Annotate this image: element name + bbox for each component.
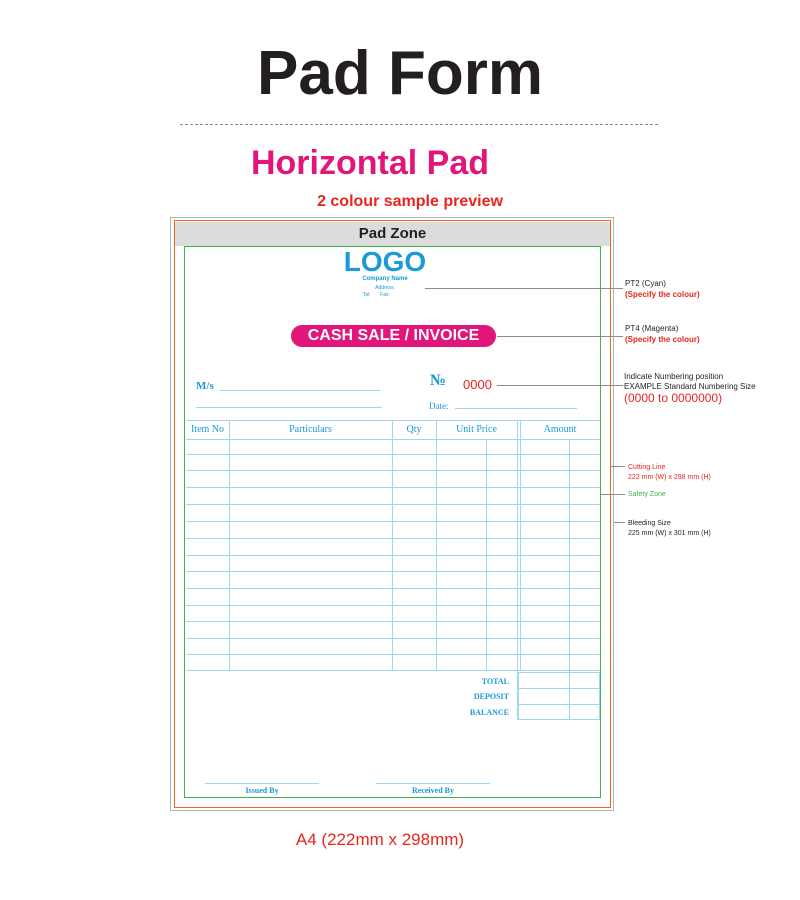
col-item-no: Item No (190, 424, 225, 435)
invoice-table (186, 420, 600, 670)
table-row-line (186, 571, 600, 572)
col-amount: Amount (543, 424, 577, 435)
pt4-callout-line (497, 336, 623, 337)
preview-label: 2 colour sample preview (317, 193, 503, 210)
pt2-spec: (Specify the colour) (625, 290, 700, 299)
table-row-line (186, 555, 600, 556)
column-subdivider (486, 439, 487, 670)
date-line (455, 408, 577, 409)
col-qty: Qty (406, 424, 422, 435)
total-label: TOTAL (481, 677, 509, 686)
table-row-line (186, 504, 600, 505)
table-bottom-line (186, 670, 600, 671)
pt2-callout-line (425, 288, 623, 289)
table-row-line (186, 654, 600, 655)
page-title: Pad Form (257, 39, 543, 108)
number-value: 0000 (463, 377, 492, 392)
bleeding-dims: 225 mm (W) x 301 mm (H) (628, 530, 711, 537)
received-by-label: Received By (412, 786, 454, 795)
issued-by-line (205, 783, 319, 784)
table-row-line (186, 521, 600, 522)
col-particulars: Particulars (289, 424, 332, 435)
table-row-line (186, 487, 600, 488)
cutting-line-note (628, 463, 711, 483)
table-row-line (186, 538, 600, 539)
subtitle: Horizontal Pad (250, 144, 490, 182)
table-row-line (186, 454, 600, 455)
number-symbol: № (430, 372, 447, 389)
table-top-line (186, 420, 600, 421)
fax-label: Fax: (380, 292, 390, 298)
bleeding-callout-line (614, 522, 625, 523)
column-divider (392, 420, 393, 670)
pt4-note: PT4 (Magenta) (625, 324, 679, 333)
numbering-note-1: Indicate Numbering position (624, 372, 724, 381)
company-name: Company Name (362, 276, 408, 282)
cutting-line-label: Cutting Line (628, 464, 666, 471)
ms-label: M/s (196, 380, 214, 392)
pad-zone-bar: Pad Zone (175, 222, 610, 246)
col-unit-price: Unit Price (456, 424, 497, 435)
bleeding-note (628, 519, 711, 539)
dashed-divider (180, 124, 658, 125)
pt2-note: PT2 (Cyan) (625, 279, 666, 288)
table-row-line (186, 638, 600, 639)
bleeding-label: Bleeding Size (628, 520, 671, 527)
table-row-line (186, 588, 600, 589)
balance-label: BALANCE (469, 708, 509, 717)
table-row-line (186, 621, 600, 622)
numbering-note-2: EXAMPLE Standard Numbering Size (624, 382, 756, 391)
numbering-callout-line (497, 385, 623, 386)
ms-line (220, 390, 380, 391)
totals-box (518, 672, 600, 720)
deposit-label: DEPOSIT (473, 692, 509, 701)
table-row-line (186, 605, 600, 606)
received-by-line (376, 783, 490, 784)
totals-divider (519, 688, 599, 689)
safety-callout-line (601, 494, 625, 495)
address-label: Address: (375, 285, 395, 291)
tel-fax-labels (363, 292, 398, 298)
ms-line-2 (196, 407, 382, 408)
tel-label: Tel: (363, 292, 371, 298)
numbering-size: (0000 to 0000000) (624, 391, 723, 405)
issued-by-label: Issued By (245, 786, 279, 795)
pt4-spec: (Specify the colour) (625, 335, 700, 344)
column-divider (436, 420, 437, 670)
cutting-line-size: 222 mm (W) x 298 mm (H) (628, 474, 711, 481)
date-label: Date: (429, 401, 449, 411)
logo-text: LOGO (343, 246, 427, 277)
cutting-callout-line (611, 466, 625, 467)
table-row-line (186, 470, 600, 471)
cash-sale-badge: CASH SALE / INVOICE (291, 325, 496, 347)
paper-size-footer: A4 (222mm x 298mm) (295, 830, 465, 849)
totals-divider (519, 704, 599, 705)
safety-zone-note: Safety Zone (628, 491, 666, 498)
column-divider (229, 420, 230, 670)
column-divider (520, 420, 521, 670)
table-header-line (186, 439, 600, 440)
